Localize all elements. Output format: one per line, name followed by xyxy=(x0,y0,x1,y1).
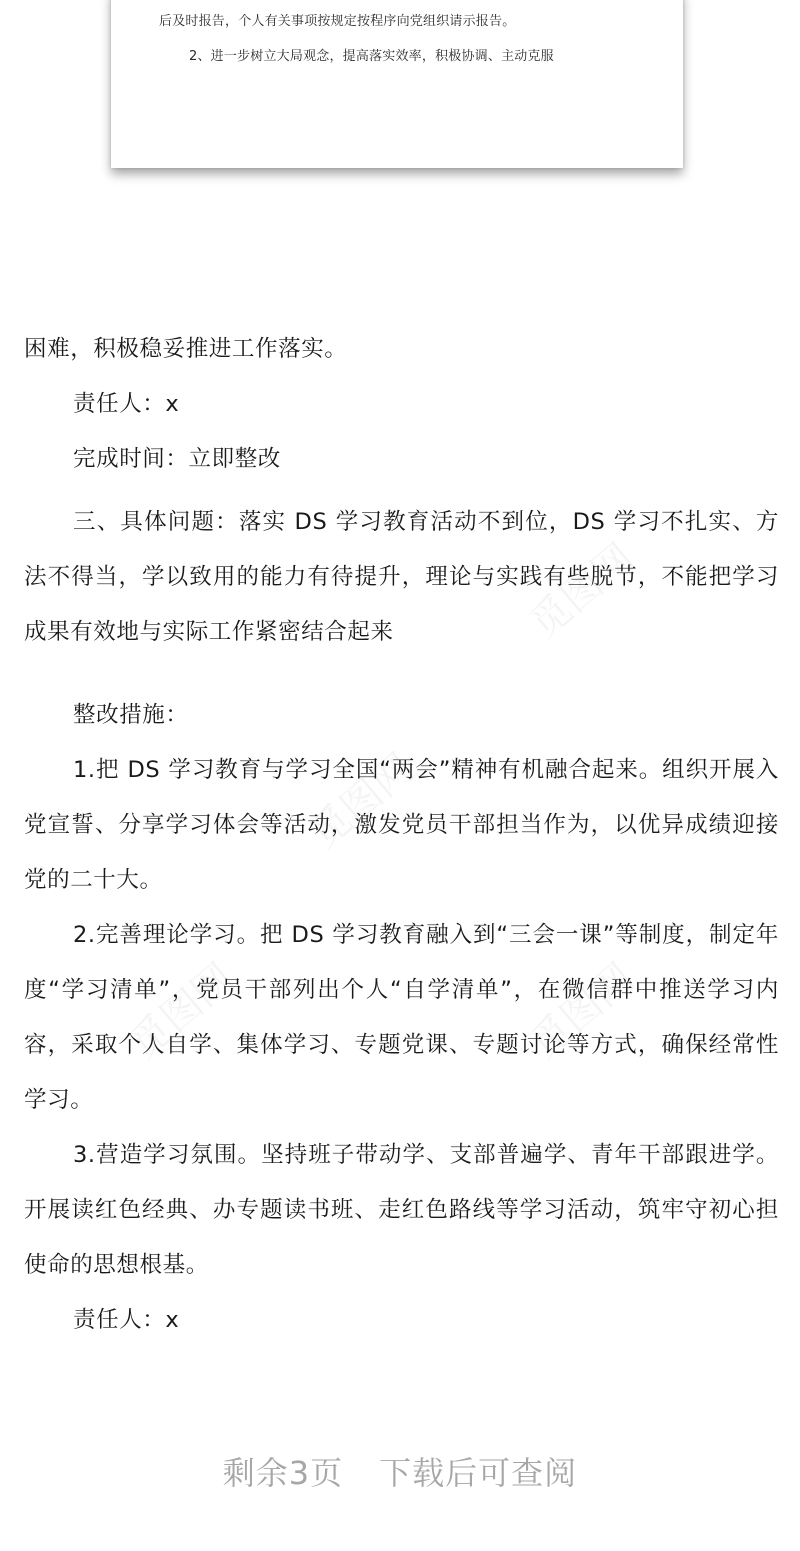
responsible-person: 责任人：x xyxy=(73,391,180,417)
remaining-pages-count: 剩余3页 xyxy=(222,1454,344,1492)
remaining-pages-notice[interactable] xyxy=(0,1448,800,1494)
measure-item: 2.完善理论学习。把 DS 学习教育融入到“三会一课”等制度，制定年度“学习清单”，党员干部列出个人“自学清单”，在微信群中推送学习内容，采取个人自学、集体学习、专题党课、专题讨论等方式，确保经常性学习。 xyxy=(24,922,779,1113)
page-preview-card xyxy=(111,0,683,168)
measure-item: 3.营造学习氛围。坚持班子带动学、支部普遍学、青年干部跟进学。开展读红色经典、办专题读书班、走红色路线等学习活动，筑牢守初心担使命的思想根基。 xyxy=(24,1142,779,1278)
paragraph: 困难，积极稳妥推进工作落实。 xyxy=(24,336,348,362)
measure-item: 1.把 DS 学习教育与学习全国“两会”精神有机融合起来。组织开展入党宣誓、分享学习体会等活动，激发党员干部担当作为，以优异成绩迎接党的二十大。 xyxy=(24,757,779,893)
document-body xyxy=(24,322,779,1348)
preview-text-line: 2、进一步树立大局观念，提高落实效率，积极协调、主动克服 xyxy=(189,49,554,64)
spacer xyxy=(24,660,779,688)
issue-paragraph: 三、具体问题：落实 DS 学习教育活动不到位，DS 学习不扎实、方法不得当，学以致用的能力有待提升，理论与实践有些脱节，不能把学习成果有效地与实际工作紧密结合起来 xyxy=(24,509,779,645)
measures-heading: 整改措施： xyxy=(73,702,189,728)
download-hint: 下载后可查阅 xyxy=(379,1454,578,1492)
completion-time: 完成时间：立即整改 xyxy=(73,446,281,472)
preview-text-line: 后及时报告，个人有关事项按规定按程序向党组织请示报告。 xyxy=(159,14,516,29)
responsible-person: 责任人：x xyxy=(73,1307,180,1333)
